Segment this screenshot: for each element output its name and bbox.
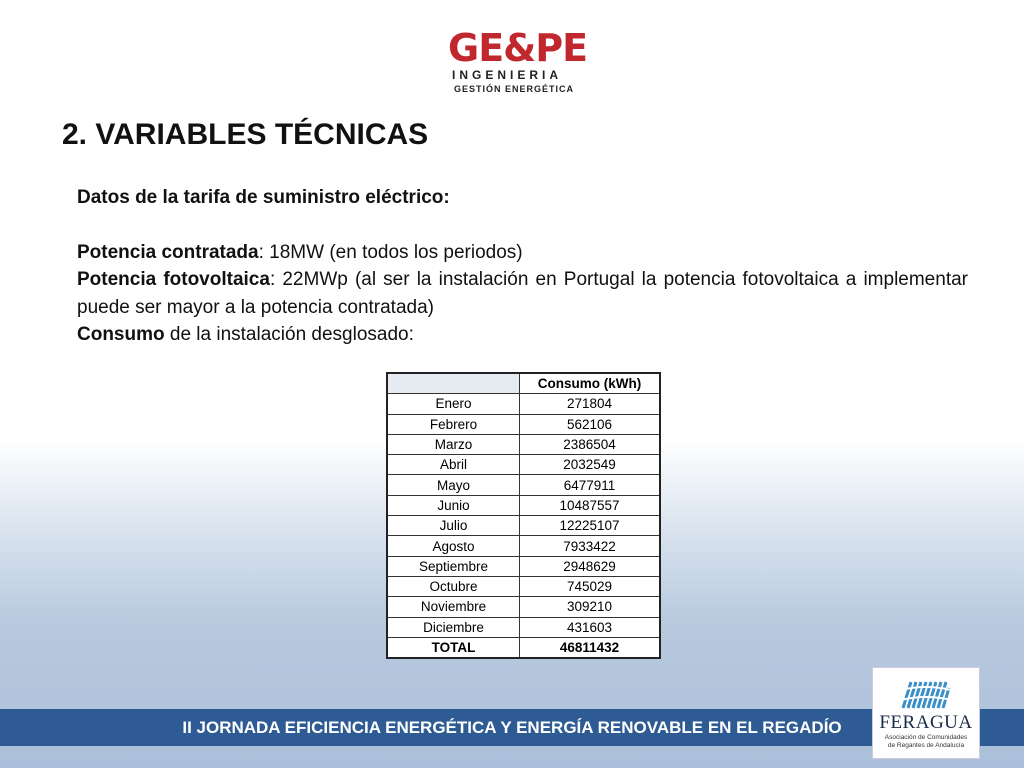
tarifa-heading: Datos de la tarifa de suministro eléctrico:	[77, 187, 450, 208]
value-cell: 2386504	[520, 434, 661, 454]
value-cell: 745029	[520, 576, 661, 596]
consumo-text: de la instalación desglosado:	[164, 324, 414, 345]
slide-body	[77, 184, 968, 349]
table-row	[387, 434, 660, 454]
value-cell: 309210	[520, 597, 661, 617]
table-header-empty	[387, 373, 520, 394]
month-cell: Junio	[387, 495, 520, 515]
gepe-logo	[448, 26, 588, 98]
gepe-logo-line2: GESTIÓN ENERGÉTICA	[454, 84, 575, 94]
table-row	[387, 597, 660, 617]
feragua-name: FERAGUA	[879, 712, 973, 733]
value-cell: 562106	[520, 414, 661, 434]
slide-title: 2. VARIABLES TÉCNICAS	[62, 118, 429, 151]
table-row	[387, 414, 660, 434]
table-total-row	[387, 637, 660, 658]
gepe-logo-mark: GE&PE	[448, 26, 588, 70]
value-cell: 2948629	[520, 556, 661, 576]
feragua-waves-icon	[901, 678, 951, 712]
table-row	[387, 455, 660, 475]
month-cell: Agosto	[387, 536, 520, 556]
footer-title: II JORNADA EFICIENCIA ENERGÉTICA Y ENERGÍA RENOVABLE EN EL REGADÍO	[182, 718, 842, 737]
month-cell: Mayo	[387, 475, 520, 495]
feragua-sub-line2: de Regantes de Andalucía	[887, 742, 965, 749]
potencia-contratada-label: Potencia contratada	[77, 241, 259, 263]
table-row	[387, 576, 660, 596]
table-header-row	[387, 373, 660, 394]
total-label-cell: TOTAL	[387, 637, 520, 658]
consumo-paragraph	[77, 321, 968, 349]
month-cell: Septiembre	[387, 556, 520, 576]
value-cell: 2032549	[520, 455, 661, 475]
month-cell: Abril	[387, 455, 520, 475]
table-row	[387, 394, 660, 414]
table-row	[387, 536, 660, 556]
month-cell: Diciembre	[387, 617, 520, 637]
month-cell: Enero	[387, 394, 520, 414]
potencia-fv-label: Potencia fotovoltaica	[77, 269, 270, 290]
month-cell: Octubre	[387, 576, 520, 596]
value-cell: 7933422	[520, 536, 661, 556]
table-row	[387, 556, 660, 576]
value-cell: 10487557	[520, 495, 661, 515]
table-row	[387, 475, 660, 495]
potencia-fv-text: : 22MWp (al ser la instalación en Portugal la potencia fotovoltaica a implementar puede ser mayor a la potencia contratada)	[77, 269, 968, 318]
feragua-sub-line1: Asociación de Comunidades	[884, 734, 968, 741]
table-row	[387, 617, 660, 637]
month-cell: Febrero	[387, 414, 520, 434]
value-cell: 271804	[520, 394, 661, 414]
consumo-label: Consumo	[77, 324, 165, 345]
value-cell: 12225107	[520, 516, 661, 536]
table-row	[387, 495, 660, 515]
feragua-logo	[872, 667, 980, 759]
gepe-logo-line1: INGENIERIA	[452, 68, 563, 82]
value-cell: 431603	[520, 617, 661, 637]
value-cell: 6477911	[520, 475, 661, 495]
feragua-subtitle	[873, 734, 979, 750]
table-header-consumo: Consumo (kWh)	[520, 373, 661, 394]
consumo-table	[386, 372, 661, 659]
potencia-contratada-paragraph	[77, 239, 968, 267]
month-cell: Marzo	[387, 434, 520, 454]
potencia-contratada-text: : 18MW (en todos los periodos)	[258, 241, 523, 263]
total-value-cell: 46811432	[520, 637, 661, 658]
month-cell: Noviembre	[387, 597, 520, 617]
potencia-fv-paragraph	[77, 266, 968, 321]
month-cell: Julio	[387, 516, 520, 536]
table-row	[387, 516, 660, 536]
